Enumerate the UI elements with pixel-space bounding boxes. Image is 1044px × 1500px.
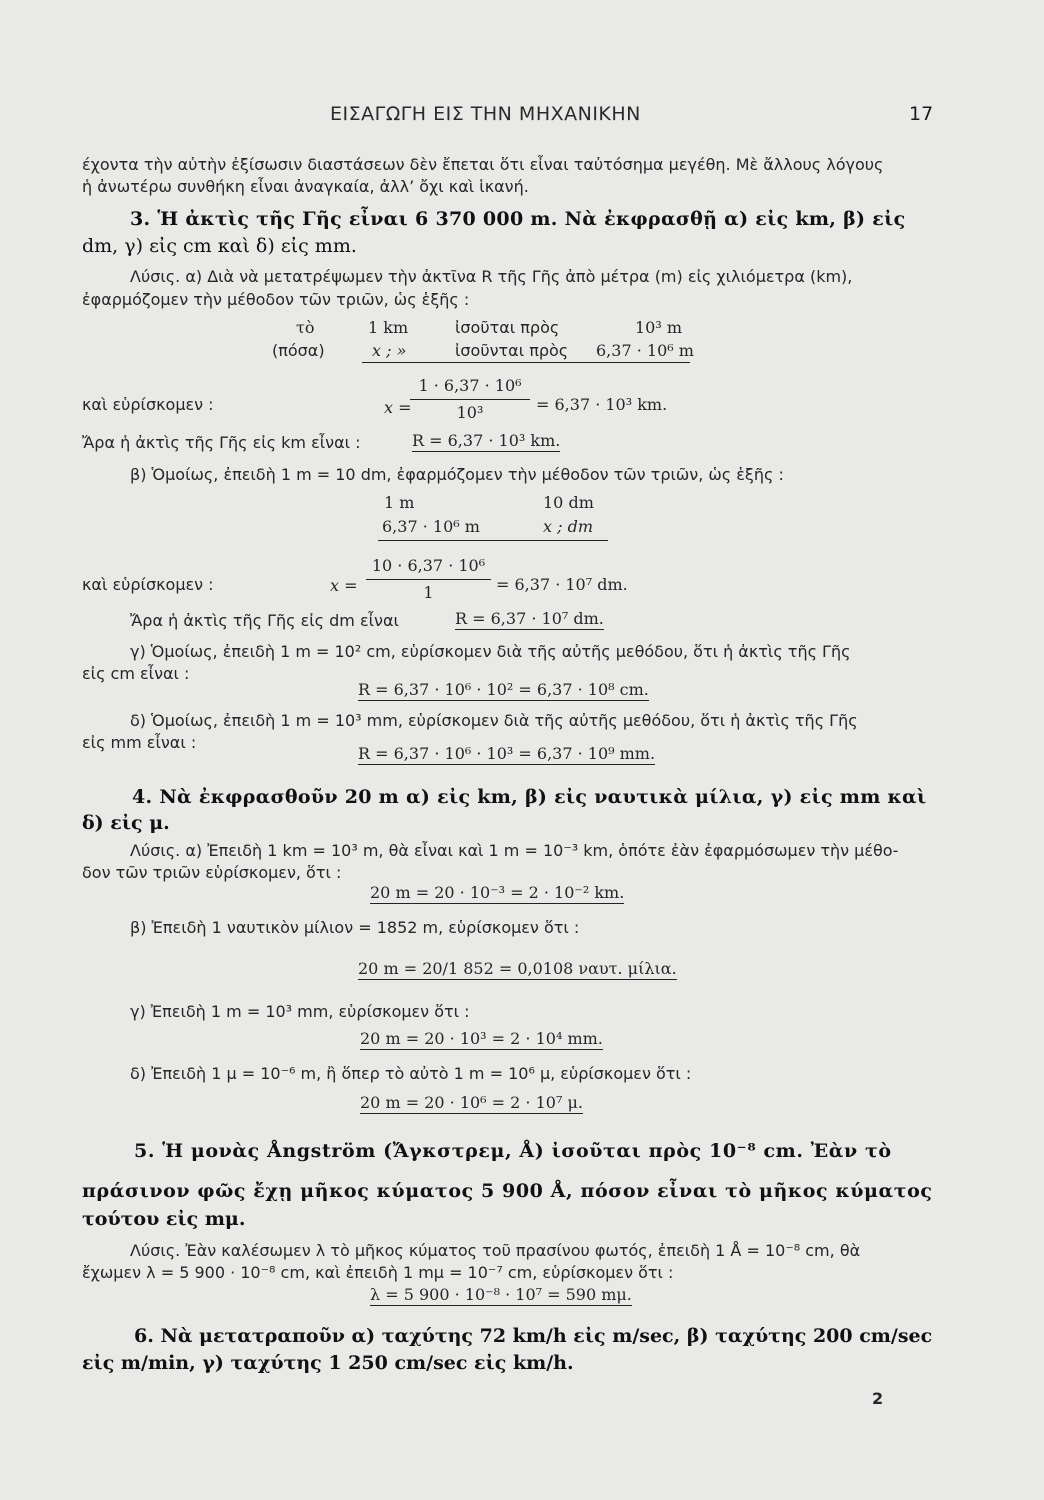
fraction-b-denominator: 1 (423, 583, 434, 602)
result-a-text: Ἄρα ἡ ἀκτὶς τῆς Γῆς εἰς km εἶναι : (82, 433, 361, 452)
part-c-line-2: εἰς cm εἶναι : (82, 664, 190, 683)
problem-4-b-equation: 20 m = 20/1 852 = 0,0108 ναυτ. μίλια. (358, 959, 677, 978)
rule-of-three-a-r2c3: ἰσοῦνται πρὸς (455, 341, 569, 360)
intro-line-2: ἡ ἀνωτέρω συνθήκη εἶναι ἀναγκαία, ἀλλ’ ὄχι καὶ ἱκανή. (82, 177, 529, 196)
rule-of-three-a-r1c3: ἰσοῦται πρὸς (455, 318, 560, 337)
rule-of-three-a-r1c1: τὸ (296, 318, 315, 337)
table-b-underline (378, 540, 608, 541)
part-d-line-2: εἰς mm εἶναι : (82, 733, 197, 752)
problem-4-solution-1: Λύσις. α) Ἐπειδὴ 1 km = 10³ m, θὰ εἶναι καὶ 1 m = 10⁻³ km, ὁπότε ἐὰν ἐφαρμόσωμεν τὴν μέθο- (130, 841, 899, 860)
part-d-line-1: δ) Ὁμοίως, ἐπειδὴ 1 m = 10³ mm, εὑρίσκομεν διὰ τῆς αὐτῆς μεθόδου, ὅτι ἡ ἀκτὶς τῆς Γῆς (130, 711, 858, 730)
problem-5-heading-1: 5. Ἡ μονὰς Ångström (Ἄγκστρεμ, Å) ἰσοῦται πρὸς 10⁻⁸ cm. Ἐὰν τὸ (134, 1140, 892, 1162)
problem-3-heading-1: 3. Ἡ ἀκτὶς τῆς Γῆς εἶναι 6 370 000 m. Νὰ ἐκφρασθῇ α) εἰς km, β) εἰς (130, 208, 906, 230)
result-a-value: R = 6,37 · 10³ km. (412, 431, 561, 450)
problem-5-solution-2: ἔχωμεν λ = 5 900 · 10⁻⁸ cm, καὶ ἐπειδὴ 1 mμ = 10⁻⁷ cm, εὑρίσκομεν ὅτι : (82, 1263, 674, 1282)
problem-4-d-line: δ) Ἐπειδὴ 1 μ = 10⁻⁶ m, ἢ ὅπερ τὸ αὐτὸ 1 m = 10⁶ μ, εὑρίσκομεν ὅτι : (130, 1064, 692, 1083)
rule-of-three-a-r2c2: x ; » (372, 341, 407, 360)
problem-4-d-equation: 20 m = 20 · 10⁶ = 2 · 10⁷ μ. (360, 1093, 583, 1112)
problem-3-heading-2: dm, γ) εἰς cm καὶ δ) εἰς mm. (82, 235, 357, 257)
problem-4-c-line: γ) Ἐπειδὴ 1 m = 10³ mm, εὑρίσκομεν ὅτι : (130, 1002, 470, 1021)
result-b-value: R = 6,37 · 10⁷ dm. (455, 609, 604, 628)
problem-4-a-equation: 20 m = 20 · 10⁻³ = 2 · 10⁻² km. (370, 883, 625, 902)
result-a-label: καὶ εὑρίσκομεν : (82, 395, 214, 414)
problem-6-heading-2: εἰς m/min, γ) ταχύτης 1 250 cm/sec εἰς km/h. (82, 1352, 574, 1374)
part-c-line-1: γ) Ὁμοίως, ἐπειδὴ 1 m = 10² cm, εὑρίσκομεν διὰ τῆς αὐτῆς μεθόδου, ὅτι ἡ ἀκτὶς τῆς Γῆς (130, 642, 851, 661)
result-b-label: καὶ εὑρίσκομεν : (82, 575, 214, 594)
part-c-equation: R = 6,37 · 10⁶ · 10² = 6,37 · 10⁸ cm. (358, 680, 649, 699)
fraction-b-numerator: 10 · 6,37 · 10⁶ (371, 556, 486, 575)
fraction-a-numerator: 1 · 6,37 · 10⁶ (418, 376, 522, 395)
problem-3-solution-1: Λύσις. α) Διὰ νὰ μετατρέψωμεν τὴν ἀκτῖνα R τῆς Γῆς ἀπὸ μέτρα (m) εἰς χιλιόμετρα (km), (130, 267, 853, 286)
problem-4-heading-2: δ) εἰς μ. (82, 812, 170, 834)
problem-3-solution-2: ἐφαρμόζομεν τὴν μέθοδον τῶν τριῶν, ὡς ἑξῆς : (82, 290, 470, 309)
problem-5-heading-3: τούτου εἰς mμ. (82, 1208, 246, 1230)
part-d-equation: R = 6,37 · 10⁶ · 10³ = 6,37 · 10⁹ mm. (358, 744, 656, 763)
problem-6-heading-1: 6. Νὰ μετατραποῦν α) ταχύτης 72 km/h εἰς m/sec, β) ταχύτης 200 cm/sec (134, 1325, 933, 1347)
rule-of-three-a-r1c4: 10³ m (635, 318, 683, 337)
rule-of-three-a-r2c1: (πόσα) (272, 341, 325, 360)
rule-of-three-a-r2c4: 6,37 · 10⁶ m (596, 341, 694, 360)
problem-4-solution-2: δον τῶν τριῶν εὑρίσκομεν, ὅτι : (82, 863, 342, 882)
rule-of-three-a-r1c2: 1 km (368, 318, 409, 337)
fraction-a-denominator: 10³ (456, 403, 484, 422)
intro-line-1: έχοντα τὴν αὐτὴν ἐξίσωσιν διαστάσεων δὲν ἔπεται ὅτι εἶναι ταὐτόσημα μεγέθη. Μὲ ἄλλους λόγους (82, 155, 884, 174)
part-b-line: β) Ὁμοίως, ἐπειδὴ 1 m = 10 dm, ἐφαρμόζομεν τὴν μέθοδον τῶν τριῶν, ὡς ἑξῆς : (130, 465, 784, 484)
signature-mark: 2 (872, 1389, 884, 1408)
rule-of-three-b-r2c1: 6,37 · 10⁶ m (382, 517, 480, 536)
problem-5-equation: λ = 5 900 · 10⁻⁸ · 10⁷ = 590 mμ. (370, 1285, 632, 1304)
page-number: 17 (909, 103, 934, 125)
fraction-b-result: = 6,37 · 10⁷ dm. (496, 575, 628, 594)
fraction-a-x: x = (384, 398, 412, 417)
problem-5-solution-1: Λύσις. Ἐὰν καλέσωμεν λ τὸ μῆκος κύματος τοῦ πρασίνου φωτός, ἐπειδὴ 1 Å = 10⁻⁸ cm, θὰ (130, 1241, 861, 1260)
fraction-b-x: x = (330, 576, 358, 595)
rule-of-three-b-r1c1: 1 m (384, 493, 415, 512)
problem-4-heading-1: 4. Νὰ ἐκφρασθοῦν 20 m α) εἰς km, β) εἰς ναυτικὰ μίλια, γ) εἰς mm καὶ (132, 786, 927, 808)
running-header: ΕΙΣΑΓΩΓΗ ΕΙΣ ΤΗΝ ΜΗΧΑΝΙΚΗΝ (330, 103, 641, 125)
problem-5-heading-2: πράσινον φῶς ἔχῃ μῆκος κύματος 5 900 Å, πόσον εἶναι τὸ μῆκος κύματος (82, 1180, 933, 1202)
rule-of-three-b-r2c2: x ; dm (543, 517, 593, 536)
rule-of-three-b-r1c2: 10 dm (543, 493, 594, 512)
table-a-underline (362, 362, 690, 363)
result-b-text: Ἄρα ἡ ἀκτὶς τῆς Γῆς εἰς dm εἶναι (130, 611, 399, 630)
problem-4-c-equation: 20 m = 20 · 10³ = 2 · 10⁴ mm. (360, 1029, 603, 1048)
fraction-a-bar (410, 399, 530, 400)
problem-4-b-line: β) Ἐπειδὴ 1 ναυτικὸν μίλιον = 1852 m, εὑρίσκομεν ὅτι : (130, 918, 580, 937)
fraction-a-result: = 6,37 · 10³ km. (536, 395, 668, 414)
fraction-b-bar (366, 579, 491, 580)
